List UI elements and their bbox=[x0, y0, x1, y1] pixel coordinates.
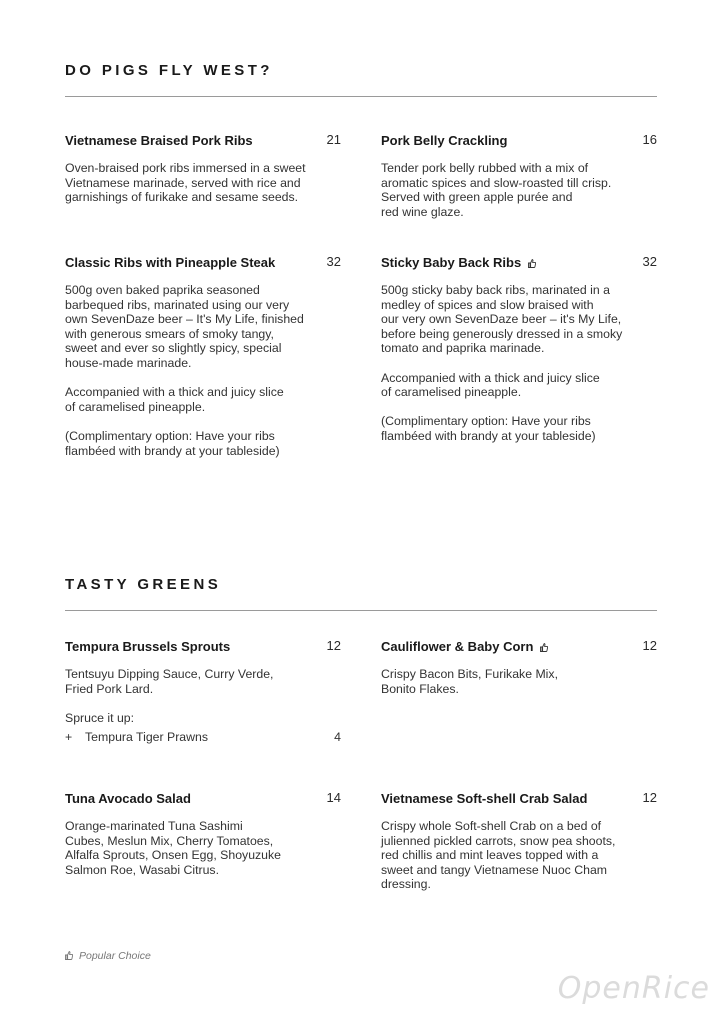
description-paragraph: (Complimentary option: Have your ribs flambéed with brandy at your tableside) bbox=[381, 414, 596, 443]
item-price: 21 bbox=[326, 132, 341, 147]
item-description bbox=[381, 667, 657, 696]
item-price: 12 bbox=[642, 638, 657, 653]
item-price: 14 bbox=[326, 790, 341, 805]
description-paragraph: Orange-marinated Tuna Sashimi Cubes, Meslun Mix, Cherry Tomatoes, Alfalfa Sprouts, Onsen Egg, Shoyuzuke Salmon Roe, Wasabi Citrus. bbox=[65, 819, 282, 877]
description-paragraph: 500g sticky baby back ribs, marinated in a medley of spices and slow braised with our very own SevenDaze beer – it's My Life, before being generously dressed in a smoky tomato and paprika marinade. bbox=[381, 283, 623, 356]
section-title-pigs: DO PIGS FLY WEST? bbox=[65, 62, 273, 79]
description-paragraph: Tentsuyu Dipping Sauce, Curry Verde, Fried Pork Lard. bbox=[65, 667, 274, 696]
menu-item-sticky-baby-back-ribs bbox=[381, 254, 657, 444]
description-paragraph: Accompanied with a thick and juicy slice of caramelised pineapple. bbox=[381, 370, 600, 400]
section-divider bbox=[65, 96, 657, 97]
thumbs-up-icon bbox=[65, 951, 73, 960]
plus-icon: + bbox=[65, 730, 73, 745]
description-paragraph: Accompanied with a thick and juicy slice of caramelised pineapple. bbox=[65, 385, 284, 414]
thumbs-up-icon bbox=[540, 643, 548, 652]
item-name: Vietnamese Soft-shell Crab Salad bbox=[381, 791, 588, 806]
item-price: 16 bbox=[642, 132, 657, 147]
item-name: Pork Belly Crackling bbox=[381, 133, 508, 148]
addon-label: Spruce it up: bbox=[65, 710, 135, 725]
item-price: 12 bbox=[326, 638, 341, 653]
description-paragraph: Crispy Bacon Bits, Furikake Mix, Bonito Flakes. bbox=[381, 667, 558, 696]
description-paragraph: Oven-braised pork ribs immersed in a sweet Vietnamese marinade, served with rice and garnishings of furikake and sesame seeds. bbox=[65, 161, 306, 205]
addon-row bbox=[65, 730, 341, 746]
item-name: Cauliflower & Baby Corn bbox=[381, 639, 534, 654]
menu-item-pork-belly-crackling bbox=[381, 132, 657, 219]
item-description bbox=[65, 283, 341, 458]
item-name: Tuna Avocado Salad bbox=[65, 791, 191, 806]
item-description bbox=[65, 819, 341, 877]
item-name: Classic Ribs with Pineapple Steak bbox=[65, 255, 276, 270]
item-price: 32 bbox=[642, 254, 657, 269]
item-price: 12 bbox=[642, 790, 657, 805]
description-paragraph: 500g oven baked paprika seasoned barbequed ribs, marinated using our very own SevenDaze beer – It's My Life, finished with generous smears of smoky tangy, sweet and ever so slightly spicy, special house-made marinade. bbox=[65, 283, 304, 370]
menu-item-tempura-brussels-sprouts bbox=[65, 638, 341, 746]
description-paragraph: Crispy whole Soft-shell Crab on a bed of julienned pickled carrots, snow pea shoots, red chillis and mint leaves topped with a sweet and tangy Vietnamese Nuoc Cham dressing. bbox=[381, 819, 616, 892]
item-name: Tempura Brussels Sprouts bbox=[65, 639, 231, 654]
section-divider bbox=[65, 610, 657, 611]
menu-item-vietnamese-braised-pork-ribs bbox=[65, 132, 341, 205]
item-description bbox=[65, 161, 341, 205]
item-description bbox=[381, 283, 657, 444]
description-paragraph: Tender pork belly rubbed with a mix of aromatic spices and slow-roasted till crisp. Served with green apple purée and red wine glaze. bbox=[381, 161, 612, 219]
thumbs-up-icon bbox=[528, 259, 536, 268]
legend-label: Popular Choice bbox=[79, 950, 151, 962]
item-name: Sticky Baby Back Ribs bbox=[381, 255, 522, 270]
addon-block bbox=[65, 711, 341, 747]
description-paragraph: (Complimentary option: Have your ribs flambéed with brandy at your tableside) bbox=[65, 428, 280, 458]
item-name: Vietnamese Braised Pork Ribs bbox=[65, 133, 253, 148]
section-title-tasty-greens: TASTY GREENS bbox=[65, 576, 222, 593]
item-description bbox=[381, 819, 657, 892]
menu-item-classic-ribs-pineapple-steak bbox=[65, 254, 341, 458]
menu-item-vietnamese-soft-shell-crab-salad bbox=[381, 790, 657, 892]
menu-item-tuna-avocado-salad bbox=[65, 790, 341, 877]
item-price: 32 bbox=[326, 254, 341, 269]
item-description bbox=[381, 161, 657, 219]
popular-choice-legend bbox=[65, 950, 151, 962]
openrice-watermark: OpenRice bbox=[557, 971, 710, 1006]
item-description bbox=[65, 667, 341, 746]
addon-name: Tempura Tiger Prawns bbox=[85, 730, 209, 745]
menu-item-cauliflower-baby-corn bbox=[381, 638, 657, 696]
addon-price: 4 bbox=[334, 730, 341, 745]
